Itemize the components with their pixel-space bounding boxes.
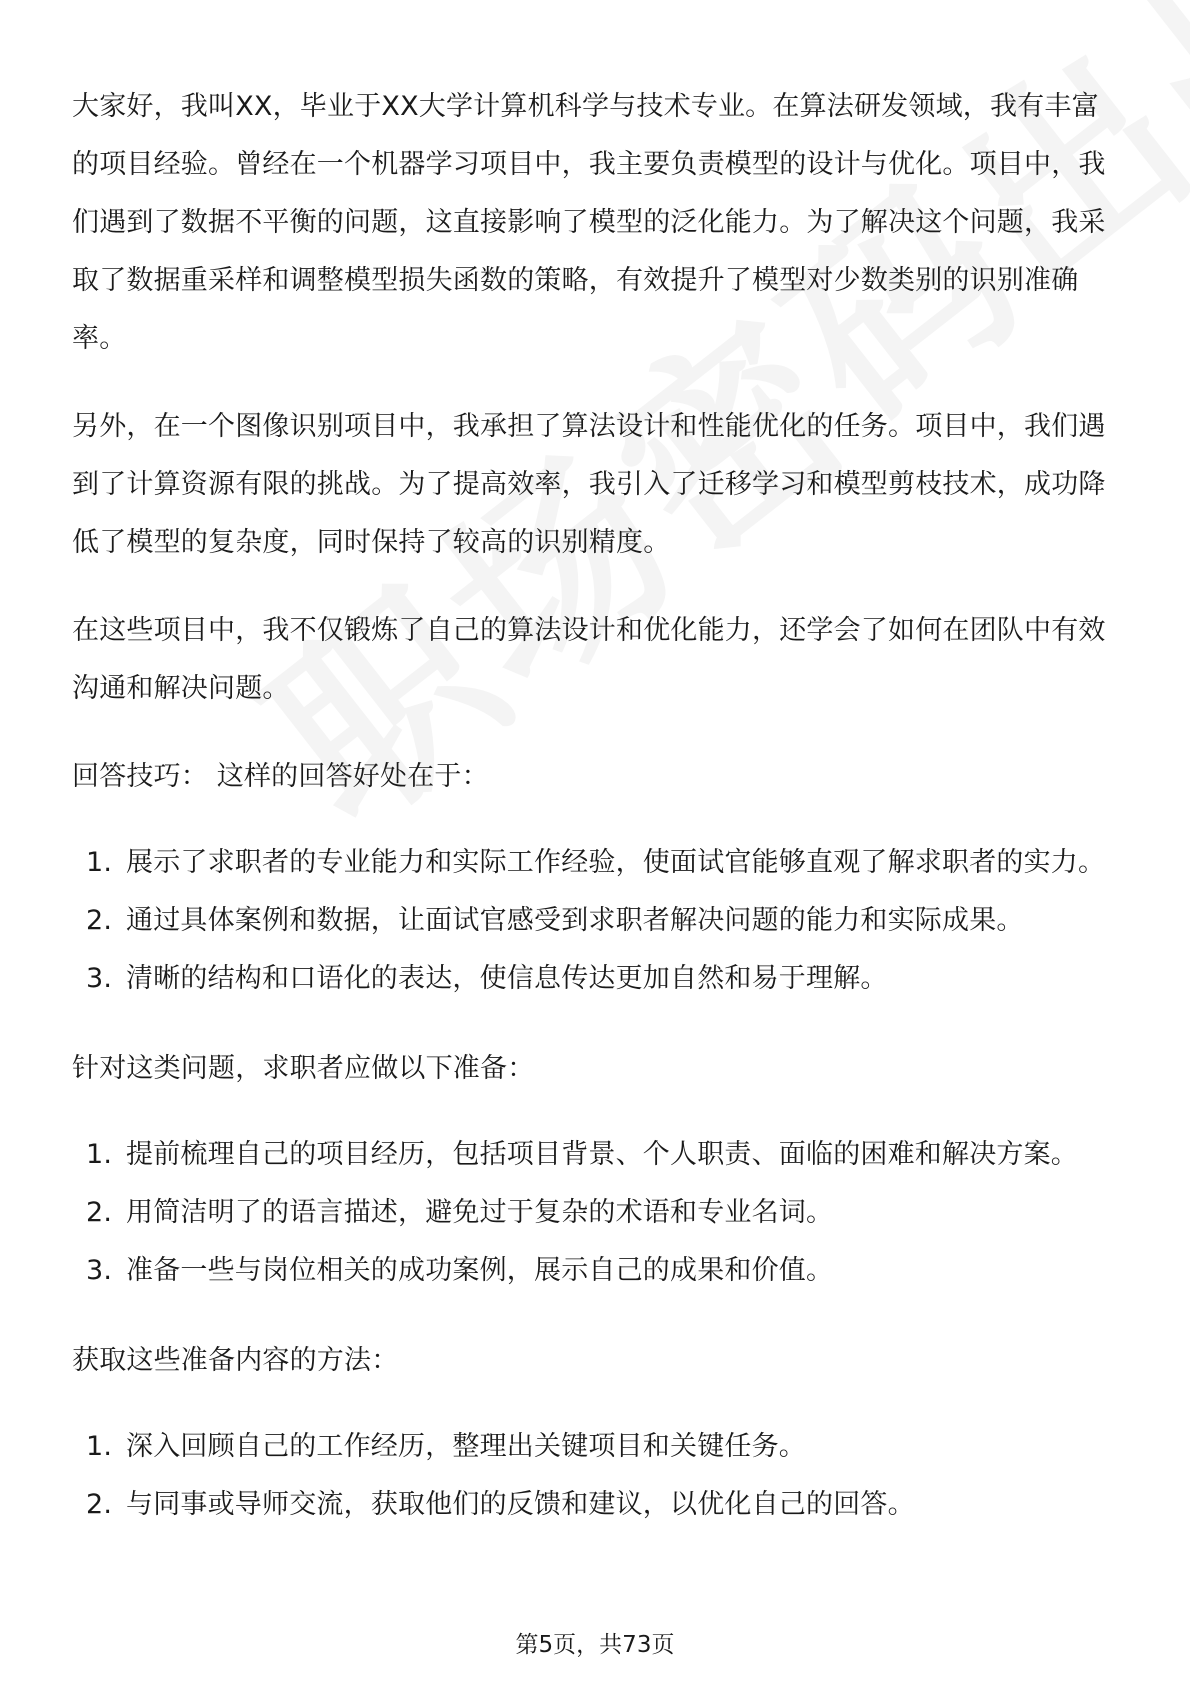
list-item-text: 提前梳理自己的项目经历，包括项目背景、个人职责、面临的困难和解决方案。 xyxy=(126,1139,1078,1170)
paragraph-image-project: 另外，在一个图像识别项目中，我承担了算法设计和性能优化的任务。项目中，我们遇到了计算资源有限的挑战。为了提高效率，我引入了迁移学习和模型剪枝技术，成功降低了模型的复杂度，同时保持了较高的识别精度。 xyxy=(72,411,1106,558)
list-item xyxy=(72,834,1118,892)
list-item-text: 用简洁明了的语言描述，避免过于复杂的术语和专业名词。 xyxy=(126,1197,834,1228)
methods-heading: 获取这些准备内容的方法： xyxy=(72,1345,399,1376)
list-item-text: 与同事或导师交流，获取他们的反馈和建议，以优化自己的回答。 xyxy=(126,1489,915,1520)
list-item-text: 准备一些与岗位相关的成功案例，展示自己的成果和价值。 xyxy=(126,1255,834,1286)
list-item xyxy=(72,1476,1118,1534)
list-item-number: 2. xyxy=(86,905,113,936)
methods-list xyxy=(72,1418,1118,1534)
list-item xyxy=(72,1126,1118,1184)
list-item-number: 1. xyxy=(86,1139,113,1170)
list-item-text: 展示了求职者的专业能力和实际工作经验，使面试官能够直观了解求职者的实力。 xyxy=(126,847,1106,878)
list-item-number: 1. xyxy=(86,847,113,878)
list-item-number: 1. xyxy=(86,1431,113,1462)
page-number-footer: 第5页，共73页 xyxy=(515,1632,675,1658)
list-item-text: 深入回顾自己的工作经历，整理出关键项目和关键任务。 xyxy=(126,1431,806,1462)
paragraph-summary: 在这些项目中，我不仅锻炼了自己的算法设计和优化能力，还学会了如何在团队中有效沟通和解决问题。 xyxy=(72,615,1106,704)
list-item-number: 3. xyxy=(86,1255,113,1286)
paragraph-intro: 大家好，我叫XX，毕业于XX大学计算机科学与技术专业。在算法研发领域，我有丰富的项目经验。曾经在一个机器学习项目中，我主要负责模型的设计与优化。项目中，我们遇到了数据不平衡的问题，这直接影响了模型的泛化能力。为了解决这个问题，我采取了数据重采样和调整模型损失函数的策略，有效提升了模型对少数类别的识别准确率。 xyxy=(72,91,1106,354)
prep-heading: 针对这类问题，求职者应做以下准备： xyxy=(72,1053,535,1084)
list-item xyxy=(72,892,1118,950)
list-item-number: 2. xyxy=(86,1489,113,1520)
list-item xyxy=(72,950,1118,1008)
prep-list xyxy=(72,1126,1118,1300)
list-item-text: 清晰的结构和口语化的表达，使信息传达更加自然和易于理解。 xyxy=(126,963,888,994)
list-item xyxy=(72,1242,1118,1300)
page-content xyxy=(72,78,1118,1566)
list-item xyxy=(72,1418,1118,1476)
list-item xyxy=(72,1184,1118,1242)
tips-heading: 回答技巧： 这样的回答好处在于： xyxy=(72,761,489,792)
list-item-text: 通过具体案例和数据，让面试官感受到求职者解决问题的能力和实际成果。 xyxy=(126,905,1024,936)
tips-list xyxy=(72,834,1118,1008)
list-item-number: 3. xyxy=(86,963,113,994)
list-item-number: 2. xyxy=(86,1197,113,1228)
